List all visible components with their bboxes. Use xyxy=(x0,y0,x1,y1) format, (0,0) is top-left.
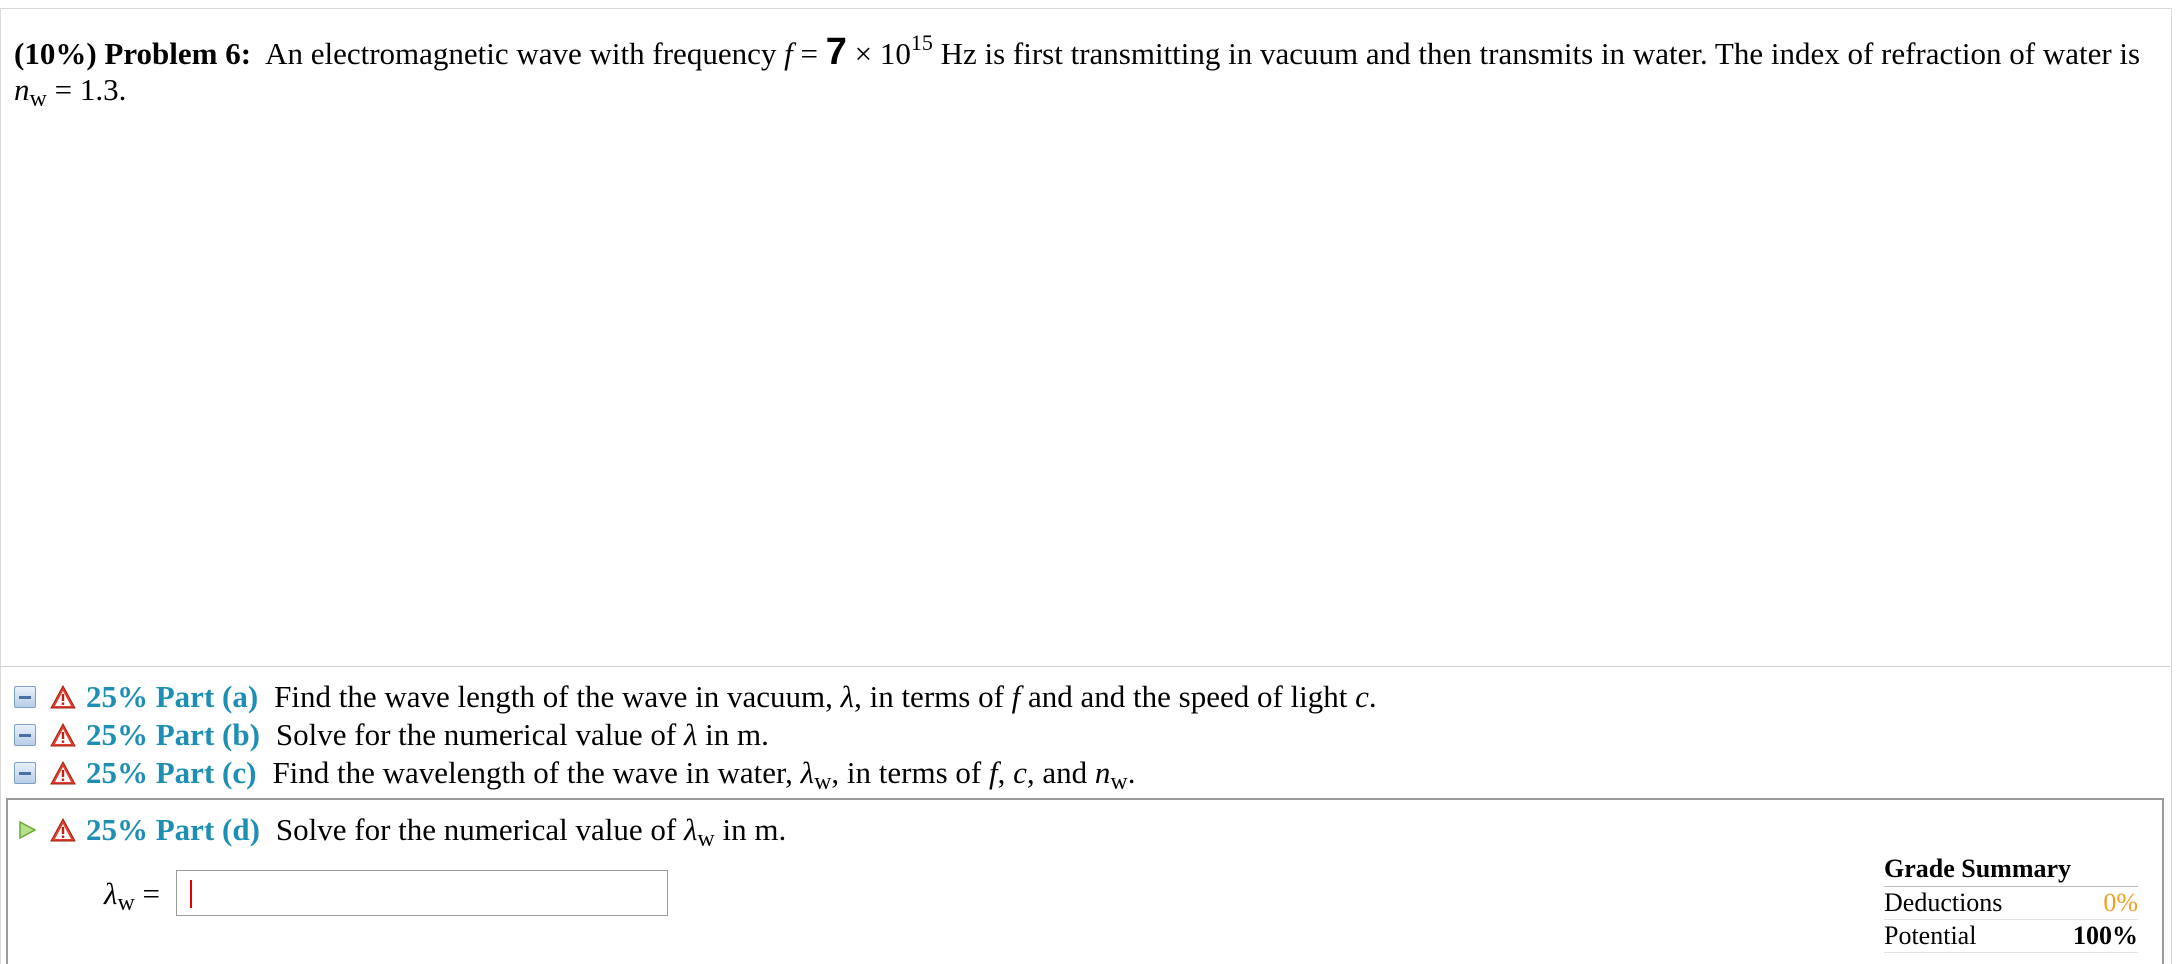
problem-statement xyxy=(14,30,2154,112)
expand-icon[interactable] xyxy=(14,762,36,784)
warning-icon xyxy=(50,685,76,709)
part-b-text: Solve for the numerical value of λ in m. xyxy=(275,717,769,752)
part-c-text: Find the wavelength of the wave in water, $\lambda_w$, in terms of f, c, and $n_w$. xyxy=(272,755,1136,795)
equals-sign: = xyxy=(792,36,826,71)
grade-summary xyxy=(1884,854,2138,953)
index-value: = 1.3. xyxy=(46,72,127,107)
play-icon[interactable] xyxy=(16,819,38,841)
part-b-row[interactable] xyxy=(14,716,2154,754)
problem-title: Problem 6: xyxy=(104,36,252,71)
problem-text-2: Hz is first transmitting in vacuum and then transmits in water. The index of refraction of water is xyxy=(932,36,2141,71)
deductions-label: Deductions xyxy=(1884,888,2003,917)
frequency-mantissa: 7 xyxy=(825,31,847,73)
active-part-panel xyxy=(6,798,2164,964)
problem-text-1: An electromagnetic wave with frequency xyxy=(265,36,785,71)
part-d-row[interactable] xyxy=(16,810,786,850)
grade-summary-title: Grade Summary xyxy=(1884,854,2138,887)
warning-icon xyxy=(50,818,76,842)
warning-icon xyxy=(50,723,76,747)
expand-icon[interactable] xyxy=(14,724,36,746)
answer-input[interactable] xyxy=(176,870,668,916)
expand-icon[interactable] xyxy=(14,686,36,708)
deductions-value: 0% xyxy=(2103,888,2138,917)
deductions-row xyxy=(1884,887,2138,920)
part-a-label[interactable]: 25% Part (a) xyxy=(86,679,259,714)
answer-label: $\lambda_w$ = xyxy=(104,876,161,916)
index-symbol: n xyxy=(14,72,30,107)
problem-weight: (10%) xyxy=(14,36,97,71)
times-ten: × 10 xyxy=(846,36,911,71)
frequency-symbol: f xyxy=(784,36,793,71)
text-caret xyxy=(190,880,192,908)
warning-icon xyxy=(50,761,76,785)
frequency-exponent: 15 xyxy=(910,30,933,55)
index-subscript: w xyxy=(29,86,47,112)
part-d-text: Solve for the numerical value of $\lambda_w$ in m. xyxy=(275,812,787,852)
part-c-label[interactable]: 25% Part (c) xyxy=(86,755,257,790)
part-c-row[interactable] xyxy=(14,754,2154,795)
potential-label: Potential xyxy=(1884,921,1977,950)
part-d-label[interactable]: 25% Part (d) xyxy=(86,812,260,847)
potential-value: 100% xyxy=(2073,921,2138,950)
part-b-label[interactable]: 25% Part (b) xyxy=(86,717,260,752)
problem-statement-area xyxy=(0,8,2170,667)
parts-list xyxy=(14,678,2154,795)
potential-row xyxy=(1884,920,2138,953)
part-a-row[interactable] xyxy=(14,678,2154,716)
part-a-text: Find the wave length of the wave in vacuum, λ, in terms of f and and the speed of light c. xyxy=(274,679,1377,714)
